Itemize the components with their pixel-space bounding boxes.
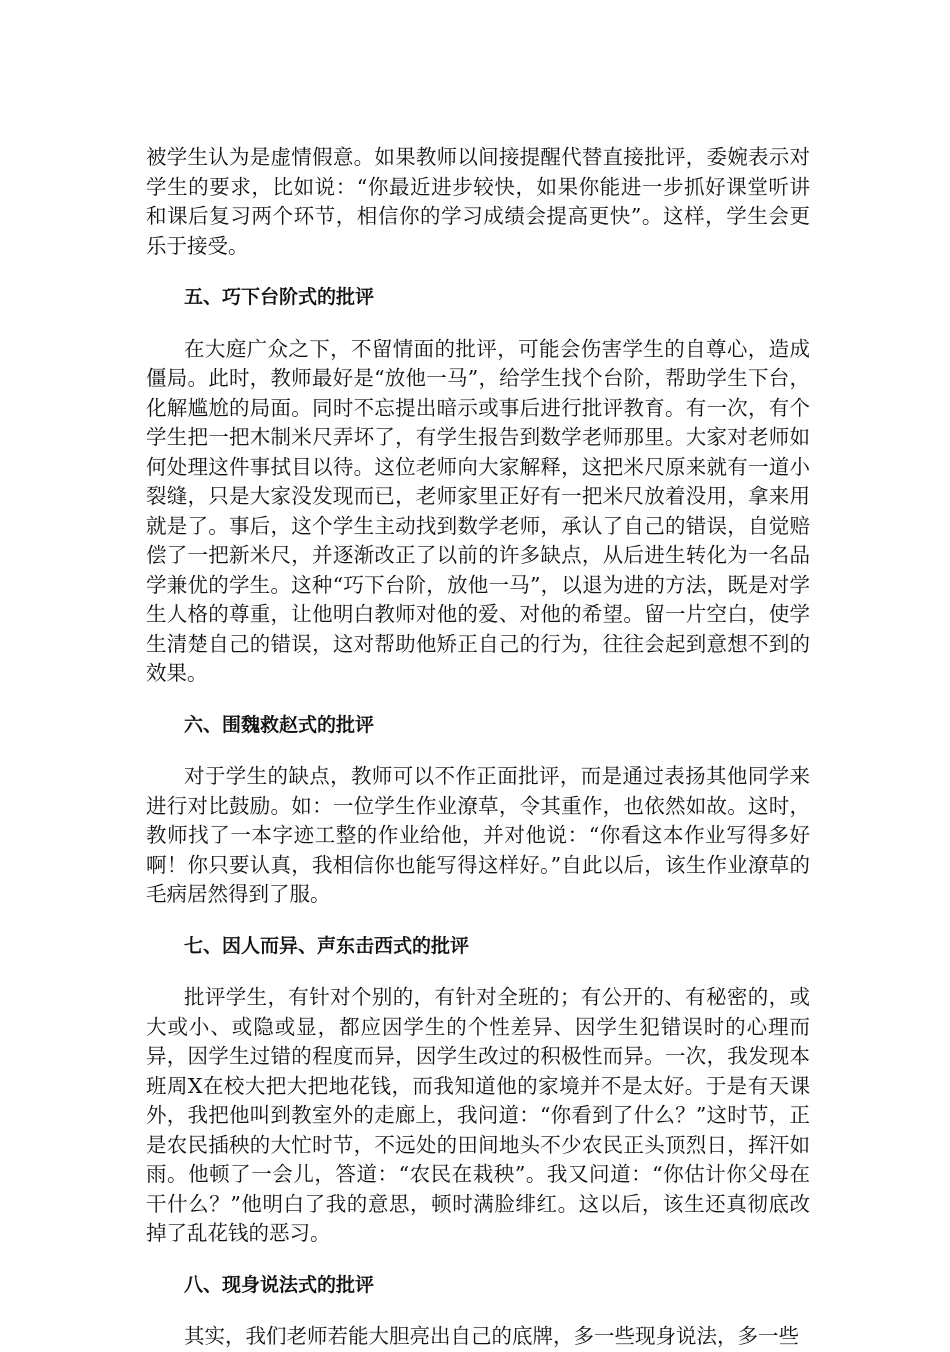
paragraph-section-5: 在大庭广众之下，不留情面的批评，可能会伤害学生的自尊心，造成僵局。此时，教师最好是“放他一马”，给学生找个台阶，帮助学生下台，化解尴尬的局面。同时不忘提出暗示或事后进行批评教育。有一次，有个学生把一把木制米尺弄坏了，有学生报告到数学老师那里。大家对老师如何处理这件事拭目以待。这位老师向大家解释，这把米尺原来就有一道小裂缝，只是大家没发现而已，老师家里正好有一把米尺放着没用，拿来用就是了。事后，这个学生主动找到数学老师，承认了自己的错误，自觉赔偿了一把新米尺，并逐渐改正了以前的许多缺点，从后进生转化为一名品学兼优的学生。这种“巧下台阶，放他一马”，以退为进的方法，既是对学生人格的尊重，让他明白教师对他的爱、对他的希望。留一片空白，使学生清楚自己的错误，这对帮助他矫正自己的行为，往往会起到意想不到的效果。	[146, 336, 810, 685]
document-body	[146, 143, 810, 1352]
paragraph-section-8: 其实，我们老师若能大胆亮出自己的底牌，多一些现身说法，多一些	[184, 1324, 799, 1348]
section-heading-5: 五、巧下台阶式的批评	[184, 286, 375, 308]
paragraph-section-7: 批评学生，有针对个别的，有针对全班的；有公开的、有秘密的，或大或小、或隐或显，都应因学生的个性差异、因学生犯错误时的心理而异，因学生过错的程度而异，因学生改过的积极性而异。一次，我发现本班周X在校大把大把地花钱，而我知道他的家境并不是太好。于是有天课外，我把他叫到教室外的走廊上，我问道：“你看到了什么？”这时节，正是农民插秧的大忙时节，不远处的田间地头不少农民正头顶烈日，挥汗如雨。他顿了一会儿，答道：“农民在栽秧”。我又问道：“你估计你父母在干什么？”他明白了我的意思，顿时满脸绯红。这以后，该生还真彻底改掉了乱花钱的恶习。	[146, 985, 810, 1245]
section-heading-6: 六、围魏救赵式的批评	[184, 713, 375, 736]
paragraph-section-6: 对于学生的缺点，教师可以不作正面批评，而是通过表扬其他同学来进行对比鼓励。如：一位学生作业潦草，令其重作，也依然如故。这时，教师找了一本字迹工整的作业给他，并对他说：“你看这本作业写得多好啊！你只要认真，我相信你也能写得这样好。”自此以后，该生作业潦草的毛病居然得到了服。	[146, 764, 810, 906]
section-heading-7: 七、因人而异、声东击西式的批评	[184, 934, 470, 957]
section-heading-8: 八、现身说法式的批评	[184, 1273, 375, 1296]
paragraph-continued: 被学生认为是虚情假意。如果教师以间接提醒代替直接批评，委婉表示对学生的要求，比如说：“你最近进步较快，如果你能进一步抓好课堂听讲和课后复习两个环节，相信你的学习成绩会提高更快”。这样，学生会更乐于接受。	[146, 145, 810, 258]
